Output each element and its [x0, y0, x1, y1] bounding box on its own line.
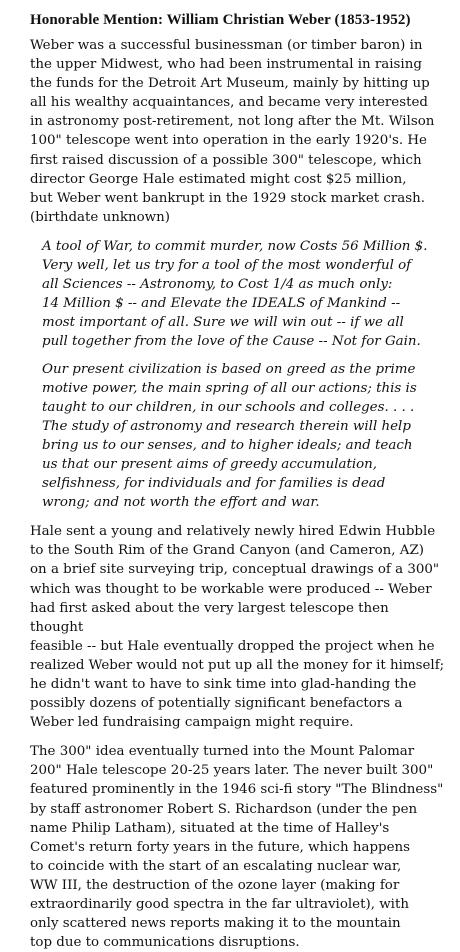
intro-paragraph: Weber was a successful businessman (or timber baron) in the upper Midwest, who had been instrumental in raising the funds for the Detroit Art Museum, mainly by hitting up all his wealthy acquaintances, and became very interested in astronomy post-retirement, not long after the Mt. Wilson 100" telescope went into operation in the early 1920's. He first raised discussion of a possible 300" telescope, which director George Hale estimated might cost $25 million, but Weber went bankrupt in the 1929 stock market crash. (birthdate unknown) — [30, 38, 435, 225]
war-quote: A tool of War, to commit murder, now Costs 56 Million $. Very well, let us try for a tool of the most wonderful of all Sciences -- Astronomy, to Cost 1/4 as much only: 14 Million $ -- and Elevate the IDEALS of Mankind -- most important of all. Sure we will win out -- if we all pull together from the love of the Cause -- Not for Gain. — [42, 238, 428, 350]
hubble-paragraph: Hale sent a young and relatively newly hired Edwin Hubble to the South Rim of the Grand Canyon (and Cameron, AZ) on a brief site surveying trip, conceptual drawings of a 300" which was thought to be workable were produced -- Weber had first asked about the very largest telescope then thought feasible -- but Hale eventually dropped the project when he realized Weber would not put up all the money for it himself; he didn't want to have to sink time into glad-handing the possibly dozens of potentially significant benefactors a Weber led fundraising campaign might require. — [30, 524, 445, 731]
civilization-quote: Our present civilization is based on greed as the prime motive power, the main spring of all our actions; this is taught to our children, in our schools and colleges. . . . The study of astronomy and research therein will help bring us to our senses, and to higher ideals; and teach us that our present aims of greedy accumulation, selfishness, for individuals and for families is dead wrong; and not worth the effort and war. — [42, 361, 417, 511]
weber-quotes — [42, 237, 446, 512]
palomar-paragraph: The 300" idea eventually turned into the Mount Palomar 200" Hale telescope 20-25 years later. The never built 300" featured prominently in the 1946 sci-fi story "The Blindness" by staff astronomer Robert S. Richardson (under the pen name Philip Latham), situated at the time of Halley's Comet's return forty years in the future, which happens to coincide with the start of an escalating nuclear war, WW III, the destruction of the ozone layer (making for extraordinarily good spectra in the far ultraviolet), with only scattered news reports making it to the mountain top due to communications disruptions. — [30, 744, 444, 951]
section-heading: Honorable Mention: William Christian Weber (1853-1952) — [30, 12, 411, 28]
